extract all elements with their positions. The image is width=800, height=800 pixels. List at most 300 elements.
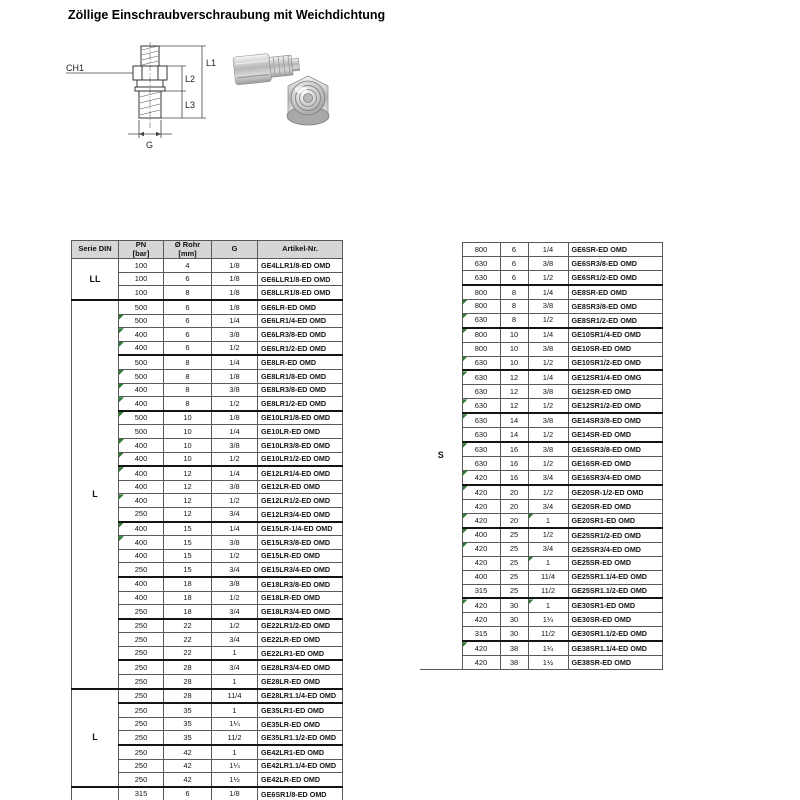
pn-cell: 420	[462, 641, 500, 655]
art-cell: GE6SR-ED OMD	[568, 243, 662, 257]
green-corner-marker-icon	[119, 315, 124, 320]
g-cell: 1	[212, 703, 258, 717]
rohr-cell: 30	[500, 598, 528, 612]
green-corner-marker-icon	[119, 467, 124, 472]
pn-cell: 420	[462, 513, 500, 527]
pn-cell: 400	[119, 341, 164, 355]
pn-cell: 500	[119, 355, 164, 369]
pn-cell: 420	[462, 556, 500, 570]
pn-cell: 250	[119, 675, 164, 689]
pn-cell: 420	[462, 499, 500, 513]
rohr-cell: 25	[500, 556, 528, 570]
g-cell: 1/8	[212, 300, 258, 314]
green-corner-marker-icon	[119, 384, 124, 389]
pn-cell: 400	[119, 438, 164, 452]
rohr-cell: 22	[164, 646, 212, 660]
pn-cell: 100	[119, 286, 164, 300]
pn-cell: 400	[119, 494, 164, 508]
rohr-cell: 4	[164, 259, 212, 273]
rohr-cell: 25	[500, 584, 528, 598]
art-cell: GE8LR3/8-ED OMD	[258, 383, 343, 397]
g-cell: 3/8	[212, 536, 258, 550]
table-row	[72, 300, 343, 314]
rohr-cell: 8	[164, 355, 212, 369]
g-cell: 1/4	[528, 328, 568, 342]
green-corner-marker-icon	[463, 443, 468, 448]
rohr-cell: 6	[164, 314, 212, 328]
g-cell: 3/4	[212, 660, 258, 674]
rohr-cell: 10	[164, 425, 212, 439]
pn-cell: 250	[119, 660, 164, 674]
green-corner-marker-icon	[119, 494, 124, 499]
pn-cell: 420	[462, 598, 500, 612]
g-cell: 1¼	[212, 717, 258, 731]
pn-cell: 400	[119, 536, 164, 550]
g-cell: 3/8	[212, 577, 258, 591]
serie-din-cell: LL	[72, 259, 119, 300]
art-cell: GE14SR3/8-ED OMD	[568, 413, 662, 427]
pn-cell: 400	[119, 397, 164, 411]
art-cell: GE15LR-ED OMD	[258, 549, 343, 563]
g-cell: 1/8	[212, 286, 258, 300]
rohr-cell: 15	[164, 536, 212, 550]
green-corner-marker-icon	[463, 514, 468, 519]
header-serie-din: Serie DIN	[72, 241, 119, 259]
art-cell: GE22LR1-ED OMD	[258, 646, 343, 660]
rohr-cell: 6	[500, 243, 528, 257]
rohr-cell: 22	[164, 619, 212, 633]
serie-din-cell: S	[420, 243, 462, 670]
pn-cell: 630	[462, 370, 500, 384]
art-cell: GE6LR1/2-ED OMD	[258, 341, 343, 355]
art-cell: GE38SR1.1/4-ED OMD	[568, 641, 662, 655]
dim-label-l3: L3	[185, 100, 196, 110]
art-cell: GE42LR1-ED OMD	[258, 745, 343, 759]
g-cell: 11/4	[212, 689, 258, 704]
g-cell: 1/4	[212, 314, 258, 328]
technical-drawing	[58, 40, 228, 152]
g-cell: 11/4	[528, 570, 568, 584]
art-cell: GE25SR1.1/2-ED OMD	[568, 584, 662, 598]
rohr-cell: 22	[164, 633, 212, 647]
art-cell: GE10LR3/8-ED OMD	[258, 438, 343, 452]
rohr-cell: 6	[164, 300, 212, 314]
art-cell: GE12SR-ED OMD	[568, 385, 662, 399]
rohr-cell: 8	[164, 383, 212, 397]
pn-cell: 420	[462, 613, 500, 627]
art-cell: GE28LR-ED OMD	[258, 675, 343, 689]
rohr-cell: 18	[164, 605, 212, 619]
rohr-cell: 10	[500, 342, 528, 356]
g-cell: 1/8	[212, 272, 258, 286]
rohr-cell: 6	[164, 328, 212, 342]
rohr-cell: 16	[500, 457, 528, 471]
pn-cell: 250	[119, 731, 164, 745]
pn-cell: 400	[462, 528, 500, 542]
g-cell: 1/2	[528, 356, 568, 370]
art-cell: GE15LR-1/4-ED OMD	[258, 522, 343, 536]
art-cell: GE22LR-ED OMD	[258, 633, 343, 647]
g-cell: 1/4	[528, 370, 568, 384]
art-cell: GE12LR1/2-ED OMD	[258, 494, 343, 508]
art-cell: GE20SR-ED OMD	[568, 499, 662, 513]
pn-cell: 800	[462, 285, 500, 299]
rohr-cell: 28	[164, 660, 212, 674]
art-cell: GE16SR-ED OMD	[568, 457, 662, 471]
rohr-cell: 38	[500, 656, 528, 670]
g-cell: 1/2	[212, 397, 258, 411]
art-cell: GE30SR1.1/2-ED OMD	[568, 627, 662, 641]
art-cell: GE6SR3/8-ED OMD	[568, 256, 662, 270]
g-cell: 1/2	[528, 457, 568, 471]
pn-cell: 250	[119, 619, 164, 633]
g-cell: 3/4	[528, 542, 568, 556]
g-cell: 3/4	[528, 471, 568, 485]
pn-cell: 630	[462, 457, 500, 471]
rohr-cell: 35	[164, 731, 212, 745]
pn-cell: 420	[462, 471, 500, 485]
rohr-cell: 6	[500, 270, 528, 284]
art-cell: GE6LR-ED OMD	[258, 300, 343, 314]
table-row	[72, 689, 343, 704]
g-cell: 3/8	[212, 328, 258, 342]
art-cell: GE10SR-ED OMD	[568, 342, 662, 356]
rohr-cell: 6	[500, 256, 528, 270]
g-cell: 1/2	[528, 270, 568, 284]
g-cell: 3/4	[212, 605, 258, 619]
green-corner-marker-icon	[529, 557, 534, 562]
rohr-cell: 14	[500, 428, 528, 442]
art-cell: GE25SR3/4-ED OMD	[568, 542, 662, 556]
rohr-cell: 8	[164, 286, 212, 300]
art-cell: GE12LR3/4-ED OMD	[258, 507, 343, 521]
pn-cell: 630	[462, 442, 500, 456]
table-row	[72, 787, 343, 800]
green-corner-marker-icon	[119, 328, 124, 333]
green-corner-marker-icon	[529, 599, 534, 604]
art-cell: GE20SR-1/2-ED OMD	[568, 485, 662, 499]
rohr-cell: 14	[500, 413, 528, 427]
art-cell: GE12LR1/4-ED OMD	[258, 466, 343, 480]
pn-cell: 315	[462, 584, 500, 598]
green-corner-marker-icon	[119, 439, 124, 444]
rohr-cell: 8	[500, 285, 528, 299]
green-corner-marker-icon	[463, 357, 468, 362]
g-cell: 1¼	[528, 641, 568, 655]
art-cell: GE12SR1/2-ED OMD	[568, 399, 662, 413]
rohr-cell: 20	[500, 485, 528, 499]
pn-cell: 250	[119, 563, 164, 577]
g-cell: 3/8	[528, 256, 568, 270]
art-cell: GE8LLR1/8-ED OMD	[258, 286, 343, 300]
art-cell: GE18LR3/8-ED OMD	[258, 577, 343, 591]
art-cell: GE12LR-ED OMD	[258, 480, 343, 494]
g-cell: 11/2	[212, 731, 258, 745]
art-cell: GE28LR3/4-ED OMD	[258, 660, 343, 674]
art-cell: GE38SR-ED OMD	[568, 656, 662, 670]
pn-cell: 630	[462, 413, 500, 427]
rohr-cell: 10	[164, 411, 212, 425]
serie-din-cell: L	[72, 300, 119, 689]
g-cell: 3/8	[212, 438, 258, 452]
art-cell: GE8SR-ED OMD	[568, 285, 662, 299]
rohr-cell: 28	[164, 675, 212, 689]
pn-cell: 500	[119, 411, 164, 425]
g-cell: 3/4	[528, 499, 568, 513]
art-cell: GE22LR1/2-ED OMD	[258, 619, 343, 633]
art-cell: GE8SR3/8-ED OMD	[568, 299, 662, 313]
g-cell: 1/2	[212, 341, 258, 355]
serie-din-cell: L	[72, 689, 119, 787]
pn-cell: 400	[119, 480, 164, 494]
g-cell: 3/8	[528, 385, 568, 399]
g-cell: 3/8	[528, 413, 568, 427]
g-cell: 1/4	[212, 355, 258, 369]
rohr-cell: 30	[500, 613, 528, 627]
dimensions-table-left	[71, 240, 343, 800]
green-corner-marker-icon	[119, 412, 124, 417]
pn-cell: 100	[119, 259, 164, 273]
g-cell: 1/4	[528, 285, 568, 299]
rohr-cell: 18	[164, 591, 212, 605]
pn-cell: 400	[119, 452, 164, 466]
green-corner-marker-icon	[463, 471, 468, 476]
pn-cell: 250	[119, 745, 164, 759]
g-cell: 1/2	[212, 591, 258, 605]
art-cell: GE25SR1/2-ED OMD	[568, 528, 662, 542]
pn-cell: 500	[119, 425, 164, 439]
pn-cell: 500	[119, 370, 164, 384]
rohr-cell: 12	[164, 507, 212, 521]
pn-cell: 800	[462, 342, 500, 356]
art-cell: GE35LR-ED OMD	[258, 717, 343, 731]
pn-cell: 400	[462, 570, 500, 584]
pn-cell: 400	[119, 549, 164, 563]
art-cell: GE20SR1-ED OMD	[568, 513, 662, 527]
green-corner-marker-icon	[463, 329, 468, 334]
rohr-cell: 20	[500, 513, 528, 527]
g-cell: 3/4	[212, 563, 258, 577]
table-row	[72, 259, 343, 273]
g-cell: 1/2	[212, 619, 258, 633]
rohr-cell: 15	[164, 549, 212, 563]
g-cell: 1/2	[528, 485, 568, 499]
g-cell: 1½	[212, 773, 258, 787]
g-cell: 1/2	[212, 452, 258, 466]
rohr-cell: 15	[164, 563, 212, 577]
pn-cell: 420	[462, 542, 500, 556]
pn-cell: 400	[119, 522, 164, 536]
g-cell: 1/4	[212, 466, 258, 480]
fitting-front	[287, 76, 329, 125]
rohr-cell: 35	[164, 717, 212, 731]
g-cell: 1/2	[212, 494, 258, 508]
g-cell: 3/8	[212, 383, 258, 397]
pn-cell: 800	[462, 299, 500, 313]
rohr-cell: 16	[500, 471, 528, 485]
g-cell: 1	[212, 646, 258, 660]
pn-cell: 630	[462, 356, 500, 370]
pn-cell: 420	[462, 656, 500, 670]
art-cell: GE15LR3/8-ED OMD	[258, 536, 343, 550]
dimensions-table-right	[420, 242, 663, 670]
fitting-rear	[233, 50, 301, 85]
g-cell: 3/8	[528, 299, 568, 313]
rohr-cell: 12	[164, 466, 212, 480]
g-cell: 1	[528, 513, 568, 527]
art-cell: GE16SR3/4-ED OMD	[568, 471, 662, 485]
rohr-cell: 8	[500, 299, 528, 313]
g-cell: 1/2	[528, 399, 568, 413]
g-cell: 11/2	[528, 627, 568, 641]
pn-cell: 400	[119, 466, 164, 480]
art-cell: GE35LR1.1/2-ED OMD	[258, 731, 343, 745]
art-cell: GE6LLR1/8-ED OMD	[258, 272, 343, 286]
rohr-cell: 6	[164, 787, 212, 800]
green-corner-marker-icon	[119, 453, 124, 458]
g-cell: 1	[212, 675, 258, 689]
g-cell: 1/8	[212, 787, 258, 800]
rohr-cell: 42	[164, 759, 212, 773]
pn-cell: 250	[119, 773, 164, 787]
pn-cell: 250	[119, 633, 164, 647]
rohr-cell: 42	[164, 745, 212, 759]
pn-cell: 250	[119, 646, 164, 660]
green-corner-marker-icon	[119, 342, 124, 347]
pn-cell: 630	[462, 385, 500, 399]
g-cell: 11/2	[528, 584, 568, 598]
pn-cell: 250	[119, 759, 164, 773]
pn-cell: 400	[119, 577, 164, 591]
rohr-cell: 38	[500, 641, 528, 655]
green-corner-marker-icon	[463, 642, 468, 647]
rohr-cell: 6	[164, 341, 212, 355]
art-cell: GE28LR1.1/4-ED OMD	[258, 689, 343, 704]
g-cell: 3/8	[528, 342, 568, 356]
rohr-cell: 12	[500, 370, 528, 384]
pn-cell: 500	[119, 314, 164, 328]
art-cell: GE16SR3/8-ED OMD	[568, 442, 662, 456]
pn-cell: 800	[462, 328, 500, 342]
rohr-cell: 10	[164, 452, 212, 466]
pn-cell: 100	[119, 272, 164, 286]
art-cell: GE35LR1-ED OMD	[258, 703, 343, 717]
rohr-cell: 10	[500, 356, 528, 370]
green-corner-marker-icon	[463, 314, 468, 319]
green-corner-marker-icon	[463, 599, 468, 604]
g-cell: 1¼	[528, 613, 568, 627]
pn-cell: 250	[119, 689, 164, 704]
rohr-cell: 35	[164, 703, 212, 717]
rohr-cell: 12	[500, 385, 528, 399]
g-cell: 1/8	[212, 411, 258, 425]
g-cell: 1/4	[212, 425, 258, 439]
g-cell: 1/8	[212, 259, 258, 273]
art-cell: GE6SR1/2-ED OMD	[568, 270, 662, 284]
art-cell: GE10LR1/8-ED OMD	[258, 411, 343, 425]
art-cell: GE8LR-ED OMD	[258, 355, 343, 369]
art-cell: GE12SR1/4-ED OMG	[568, 370, 662, 384]
g-cell: 1/2	[528, 313, 568, 327]
art-cell: GE10SR1/2-ED OMD	[568, 356, 662, 370]
dim-label-l1: L1	[206, 58, 217, 68]
dim-label-g: G	[146, 140, 154, 150]
green-corner-marker-icon	[119, 370, 124, 375]
art-cell: GE15LR3/4-ED OMD	[258, 563, 343, 577]
g-cell: 1/2	[528, 428, 568, 442]
green-corner-marker-icon	[463, 300, 468, 305]
g-cell: 1	[528, 556, 568, 570]
table-row	[420, 243, 662, 257]
pn-cell: 630	[462, 399, 500, 413]
page-title: Zöllige Einschraubverschraubung mit Weichdichtung	[68, 8, 386, 22]
art-cell: GE6SR1/8-ED OMD	[258, 787, 343, 800]
g-cell: 3/4	[212, 633, 258, 647]
header-g: G	[212, 241, 258, 259]
product-photo	[228, 38, 346, 142]
pn-cell: 500	[119, 300, 164, 314]
green-corner-marker-icon	[463, 399, 468, 404]
g-cell: 3/4	[212, 507, 258, 521]
art-cell: GE10LR-ED OMD	[258, 425, 343, 439]
g-cell: 1	[528, 598, 568, 612]
green-corner-marker-icon	[119, 523, 124, 528]
art-cell: GE6LR3/8-ED OMD	[258, 328, 343, 342]
rohr-cell: 25	[500, 542, 528, 556]
rohr-cell: 25	[500, 570, 528, 584]
art-cell: GE6LR1/4-ED OMD	[258, 314, 343, 328]
rohr-cell: 8	[164, 397, 212, 411]
rohr-cell: 20	[500, 499, 528, 513]
pn-cell: 630	[462, 428, 500, 442]
pn-cell: 250	[119, 605, 164, 619]
art-cell: GE10SR1/4-ED OMD	[568, 328, 662, 342]
rohr-cell: 6	[164, 272, 212, 286]
pn-cell: 400	[119, 328, 164, 342]
art-cell: GE14SR-ED OMD	[568, 428, 662, 442]
rohr-cell: 30	[500, 627, 528, 641]
green-corner-marker-icon	[119, 536, 124, 541]
rohr-cell: 8	[164, 370, 212, 384]
pn-cell: 800	[462, 243, 500, 257]
rohr-cell: 12	[500, 399, 528, 413]
rohr-cell: 15	[164, 522, 212, 536]
pn-cell: 630	[462, 256, 500, 270]
pn-cell: 250	[119, 717, 164, 731]
g-cell: 1/2	[212, 549, 258, 563]
dim-label-l2: L2	[185, 74, 196, 84]
green-corner-marker-icon	[463, 529, 468, 534]
pn-cell: 630	[462, 270, 500, 284]
g-cell: 1¼	[212, 759, 258, 773]
g-cell: 1/8	[212, 370, 258, 384]
art-cell: GE8LR1/2-ED OMD	[258, 397, 343, 411]
art-cell: GE4LLR1/8-ED OMD	[258, 259, 343, 273]
pn-cell: 630	[462, 313, 500, 327]
serie-din-cell	[72, 787, 119, 800]
g-cell: 3/8	[528, 442, 568, 456]
pn-cell: 400	[119, 591, 164, 605]
g-cell: 1	[212, 745, 258, 759]
pn-cell: 315	[119, 787, 164, 800]
pn-cell: 250	[119, 507, 164, 521]
green-corner-marker-icon	[463, 486, 468, 491]
table-header	[72, 241, 343, 259]
g-cell: 1/2	[528, 528, 568, 542]
dim-label-ch1: CH1	[66, 63, 85, 73]
art-cell: GE18LR3/4-ED OMD	[258, 605, 343, 619]
g-cell: 1/4	[528, 243, 568, 257]
